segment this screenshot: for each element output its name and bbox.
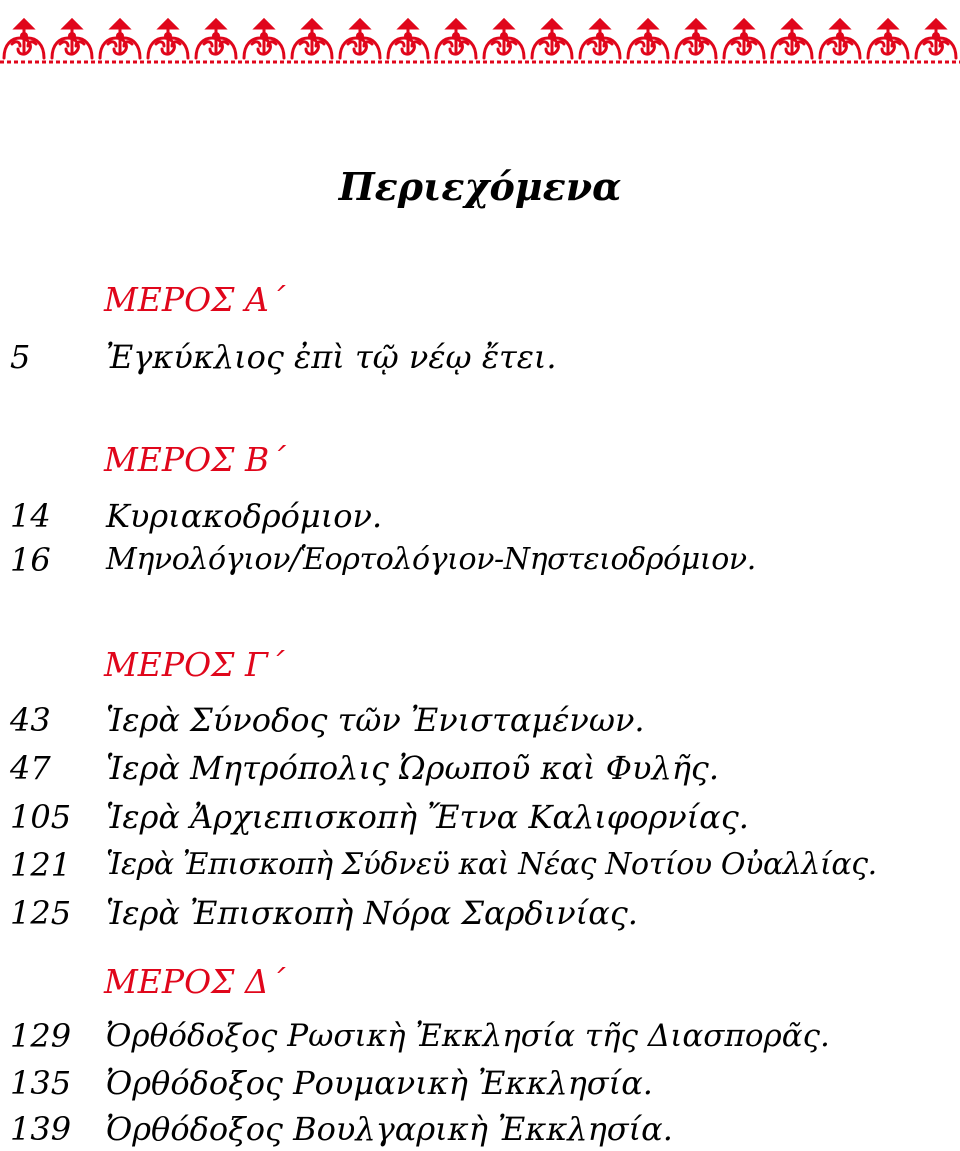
entry-title: Ἱερὰ Ἐπισκοπὴ Νόρα Σαρδινίας. bbox=[106, 894, 638, 932]
page-number: 5 bbox=[10, 338, 31, 376]
page-number: 129 bbox=[10, 1017, 72, 1055]
ornament-motif-icon bbox=[532, 20, 572, 58]
ornament-motif-icon bbox=[820, 20, 860, 58]
page-number: 139 bbox=[10, 1110, 72, 1148]
ornament-motif-icon bbox=[292, 20, 332, 58]
page-number: 16 bbox=[10, 541, 51, 579]
page-number: 125 bbox=[10, 894, 72, 932]
section-heading-part-b: ΜΕΡΟΣ Β΄ bbox=[104, 440, 286, 479]
ornament-motif-icon bbox=[724, 20, 764, 58]
ornament-motif-icon bbox=[628, 20, 668, 58]
section-heading-part-d: ΜΕΡΟΣ Δ΄ bbox=[104, 962, 286, 1001]
entry-title: Ὀρθόδοξος Βουλγαρικὴ Ἐκκλησία. bbox=[106, 1110, 673, 1148]
page-number: 14 bbox=[10, 497, 51, 535]
ornament-motif-icon bbox=[340, 20, 380, 58]
section-heading-part-c: ΜΕΡΟΣ Γ΄ bbox=[104, 645, 285, 684]
page-number: 121 bbox=[10, 846, 72, 884]
entry-title: Ἐγκύκλιος ἐπὶ τῷ νέῳ ἔτει. bbox=[106, 338, 557, 376]
entry-title: Ἱερὰ Μητρόπολις Ὠρωποῦ καὶ Φυλῆς. bbox=[106, 749, 719, 787]
entry-title: Ἱερὰ Ἀρχιεπισκοπὴ Ἔτνα Καλιφορνίας. bbox=[106, 798, 749, 836]
ornament-motif-icon bbox=[4, 20, 44, 58]
ornament-motif-icon bbox=[388, 20, 428, 58]
ornament-motif-icon bbox=[484, 20, 524, 58]
ornament-motif-icon bbox=[148, 20, 188, 58]
entry-title: Ἱερὰ Ἐπισκοπὴ Σύδνεϋ καὶ Νέας Νοτίου Οὐαλλίας. bbox=[106, 847, 877, 882]
section-heading-part-a: ΜΕΡΟΣ Α΄ bbox=[104, 280, 286, 319]
ornament-motif-icon bbox=[196, 20, 236, 58]
page-number: 47 bbox=[10, 749, 51, 787]
ornament-motif-icon bbox=[52, 20, 92, 58]
page-number: 43 bbox=[10, 701, 51, 739]
entry-title: Ὀρθόδοξος Ρουμανικὴ Ἐκκλησία. bbox=[106, 1064, 653, 1102]
ornament-motif-icon bbox=[916, 20, 956, 58]
page-number: 135 bbox=[10, 1064, 72, 1102]
page-number: 105 bbox=[10, 798, 72, 836]
ornament-motif-icon bbox=[580, 20, 620, 58]
entry-title: Μηνολόγιον/Ἑορτολόγιον-Νηστειοδρόμιον. bbox=[106, 542, 756, 577]
ornament-motif-icon bbox=[436, 20, 476, 58]
entry-title: Ὀρθόδοξος Ρωσικὴ Ἐκκλησία τῆς Διασπορᾶς. bbox=[106, 1018, 830, 1054]
ornament-motif-icon bbox=[244, 20, 284, 58]
page-title: Περιεχόμενα bbox=[338, 164, 622, 209]
ornament-motif-icon bbox=[868, 20, 908, 58]
ornament-motif-icon bbox=[772, 20, 812, 58]
entry-title: Κυριακοδρόμιον. bbox=[106, 497, 383, 535]
ornament-motif-icon bbox=[676, 20, 716, 58]
ornament-motif-icon bbox=[100, 20, 140, 58]
entry-title: Ἱερὰ Σύνοδος τῶν Ἐνισταμένων. bbox=[106, 701, 645, 739]
ornamental-border-icon bbox=[0, 12, 960, 66]
